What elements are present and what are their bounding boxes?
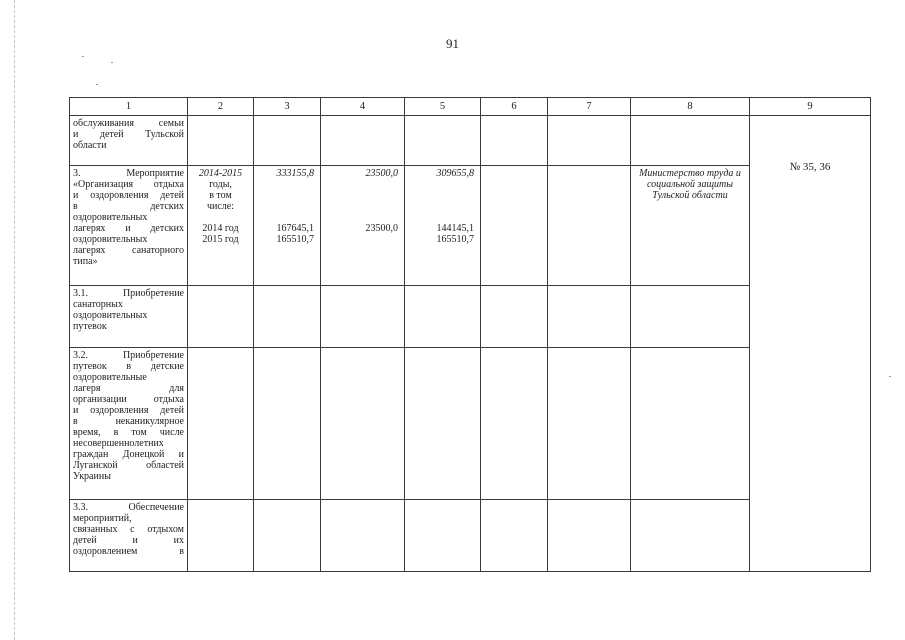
page-number: 91 (446, 36, 459, 51)
scan-speck (96, 84, 98, 85)
binding-edge-line (14, 0, 15, 640)
header-col-4: 4 (321, 98, 405, 116)
row32-description: 3.2. Приобретение путевок в детские оздоровительные лагеря для организации отдыха и оздоровления детей в неканикулярное время, в том числе несовершеннолетних граждан Донецкой и Луганской областей Украины (70, 348, 188, 500)
header-col-8: 8 (631, 98, 750, 116)
row3-description: 3. Мероприятие «Организация отдыха и оздоровления детей в детских оздоровительных лагерях и детских оздоровительных лагерях санаторного типа» (70, 166, 188, 286)
row33-description: 3.3. Обеспечение мероприятий, связанных с отдыхом детей и их оздоровлением в (70, 500, 188, 572)
header-col-9: 9 (750, 98, 871, 116)
row-cont-description: обслуживания семьи и детей Тульской области (70, 116, 188, 166)
scan-speck (82, 56, 84, 57)
row31-description: 3.1. Приобретение санаторных оздоровительных путевок (70, 286, 188, 348)
header-col-6: 6 (481, 98, 548, 116)
row3-col4-amounts: 23500,0 23500,0 (321, 166, 405, 286)
row3-period: 2014-2015 годы, в том числе: 2014 год 2015 год (188, 166, 254, 286)
scan-speck (889, 376, 891, 377)
row3-executor: Министерство труда и социальной защиты Тульской области (631, 166, 750, 286)
scan-speck (111, 62, 113, 63)
row3-col3-amounts: 333155,8 167645,1 165510,7 (254, 166, 321, 286)
header-col-5: 5 (405, 98, 481, 116)
table-row-continuation (70, 116, 871, 166)
header-col-3: 3 (254, 98, 321, 116)
header-col-2: 2 (188, 98, 254, 116)
program-table (69, 97, 871, 572)
header-col-7: 7 (548, 98, 631, 116)
header-col-1: 1 (70, 98, 188, 116)
header-row (70, 98, 871, 116)
row3-col5-amounts: 309655,8 144145,1 165510,7 (405, 166, 481, 286)
row3-legal-acts: № 35, 36 (750, 116, 871, 572)
